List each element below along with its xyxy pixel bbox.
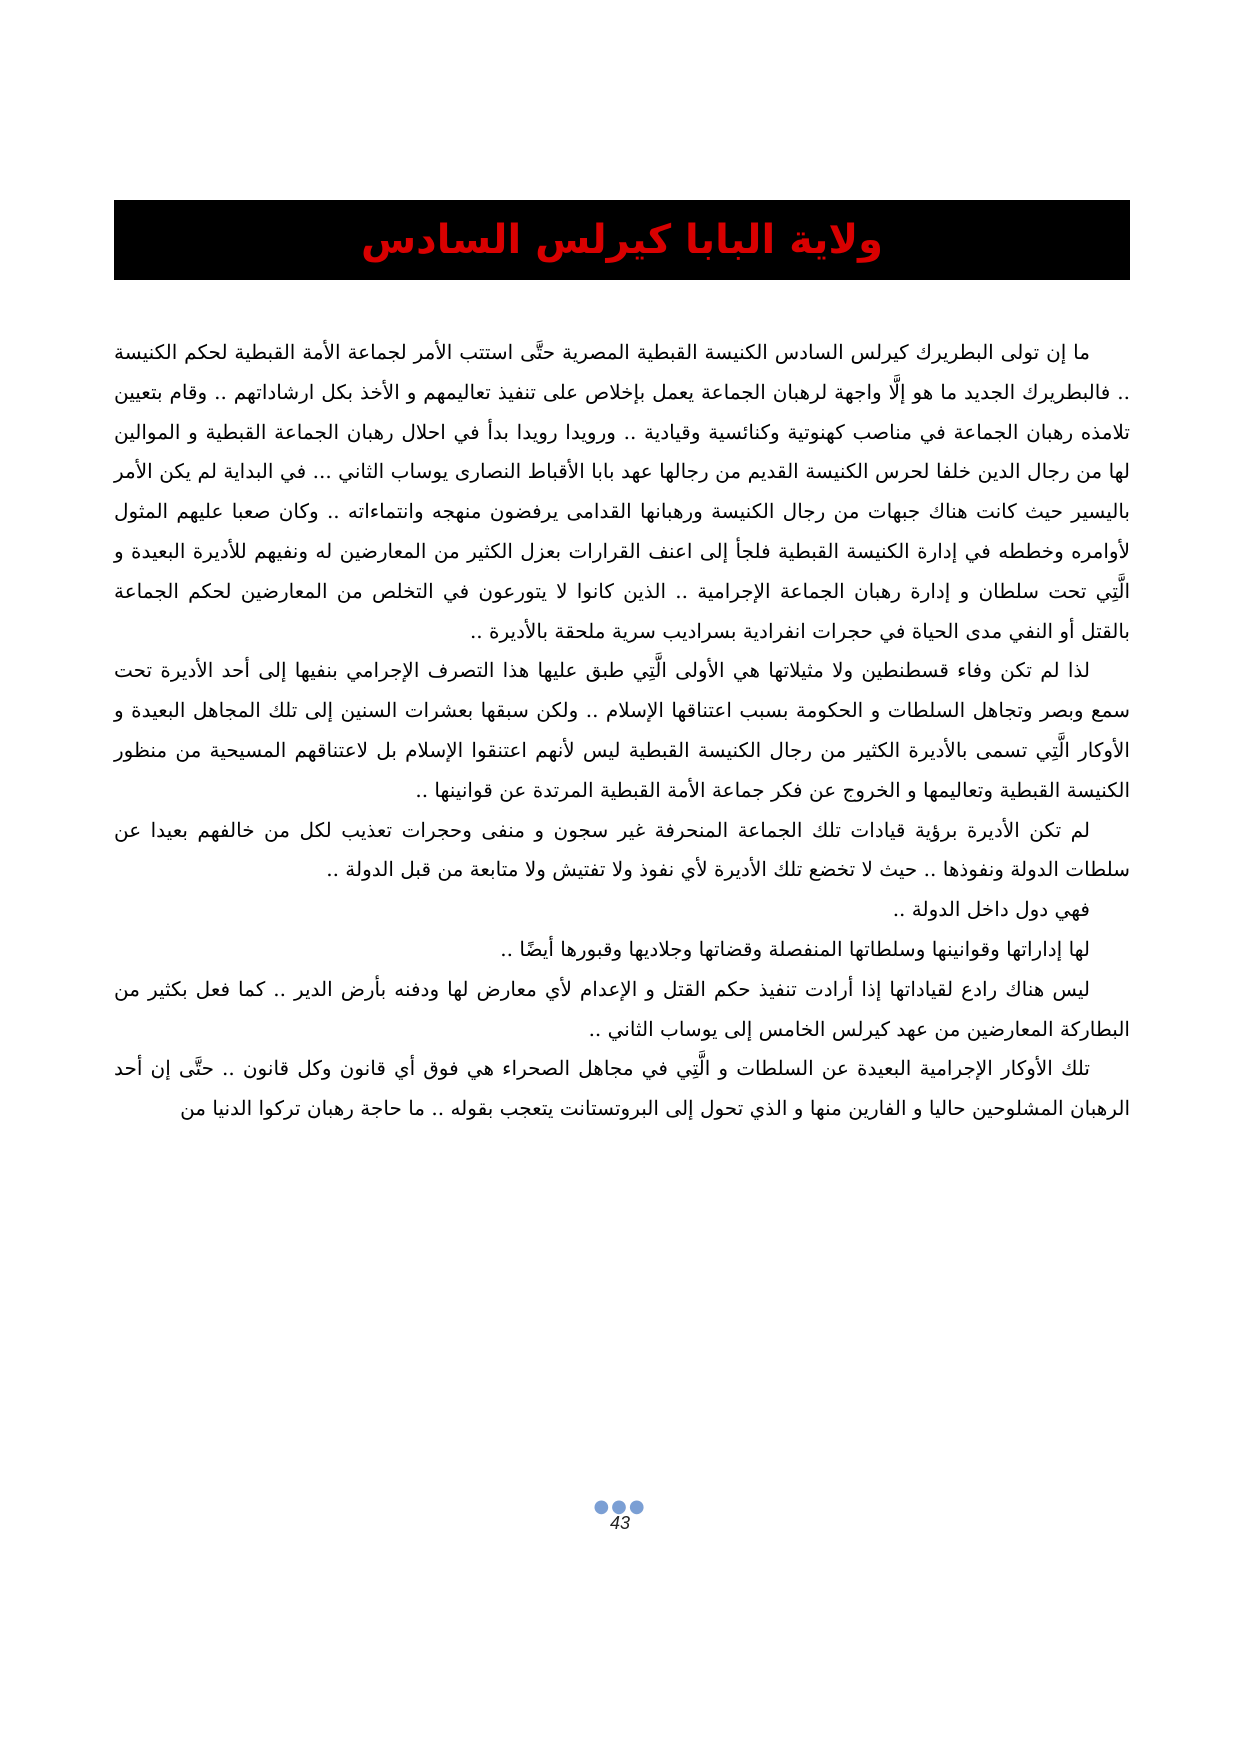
indented-line-2: لها إداراتها وقوانينها وسلطاتها المنفصلة وقضاتها وجلاديها وقبورها أيضًا .. <box>500 936 1090 961</box>
chapter-title: ولاية البابا كيرلس السادس <box>360 217 884 263</box>
paragraph-4: ليس هناك رادع لقياداتها إذا أرادت تنفيذ حكم القتل و الإعدام لأي معارض لها ودفنه بأرض الدير .. كما فعل بكثير من البطاركة المعارضين من عهد كيرلس الخامس إلى يوساب الثاني .. <box>114 976 1130 1041</box>
paragraph-1: ما إن تولى البطريرك كيرلس السادس الكنيسة القبطية المصرية حتَّى استتب الأمر لجماعة الأمة القبطية لحكم الكنيسة .. فالبطريرك الجديد ما هو إلَّا واجهة لرهبان الجماعة يعمل بإخلاص على تنفيذ تعاليمهم و الأخذ بكل ارشاداتهم .. وقام بتعيين تلامذه رهبان الجماعة في مناصب كهنوتية وكنائسية وقيادية .. ورويدا رويدا بدأ في احلال رهبان الجماعة القبطية و الموالين لها من رجال الدين خلفا لحرس الكنيسة القديم من رجالها عهد بابا الأقباط النصارى يوساب الثاني ... في البداية لم يكن الأمر باليسير حيث كانت هناك جبهات من رجال الكنيسة ورهبانها القدامى يرفضون منهجه وانتماءاته .. وكان صعبا عليهم المثول لأوامره وخططه في إدارة الكنيسة القبطية فلجأ إلى اعنف القرارات بعزل الكثير من المعارضين له ونفيهم للأديرة البعيدة و الَّتِي تحت سلطان و إدارة رهبان الجماعة الإجرامية .. الذين كانوا لا يتورعون في التخلص من المعارضين لحكم الجماعة بالقتل أو النفي مدى الحياة في حجرات انفرادية بسراديب سرية ملحقة بالأديرة .. <box>114 340 1130 643</box>
paragraph-3: لم تكن الأديرة برؤية قيادات تلك الجماعة المنحرفة غير سجون و منفى وحجرات تعذيب لكل من خالفهم بعيدا عن سلطات الدولة ونفوذها .. حيث لا تخضع تلك الأديرة لأي نفوذ ولا تفتيش ولا متابعة من قبل الدولة .. <box>114 817 1130 882</box>
page-number: 43 <box>609 1513 631 1533</box>
body-text <box>114 333 1130 1129</box>
paragraph-5: تلك الأوكار الإجرامية البعيدة عن السلطات و الَّتِي في مجاهل الصحراء هي فوق أي قانون وكل قانون .. حتَّى إن أحد الرهبان المشلوحين حاليا و الفارين منها و الذي تحول إلى البروتستانت يتعجب بقوله .. ما حاجة رهبان تركوا الدنيا من <box>114 1056 1130 1121</box>
indented-line-1: فهي دول داخل الدولة .. <box>892 897 1090 922</box>
footer-dots-ornament: ●●● <box>593 1496 647 1517</box>
chapter-title-banner <box>114 200 1130 280</box>
paragraph-2: لذا لم تكن وفاء قسطنطين ولا مثيلاتها هي الأولى الَّتِي طبق عليها هذا التصرف الإجرامي بنفيها إلى أحد الأديرة تحت سمع وبصر وتجاهل السلطات و الحكومة بسبب اعتناقها الإسلام .. ولكن سبقها بعشرات السنين إلى تلك المجاهل البعيدة و الأوكار الَّتِي تسمى بالأديرة الكثير من رجال الكنيسة القبطية ليس لأنهم اعتنقوا الإسلام بل لاعتناقهم المسيحية من منظور الكنيسة القبطية وتعاليمها و الخروج عن فكر جماعة الأمة القبطية المرتدة عن قوانينها .. <box>114 658 1130 802</box>
